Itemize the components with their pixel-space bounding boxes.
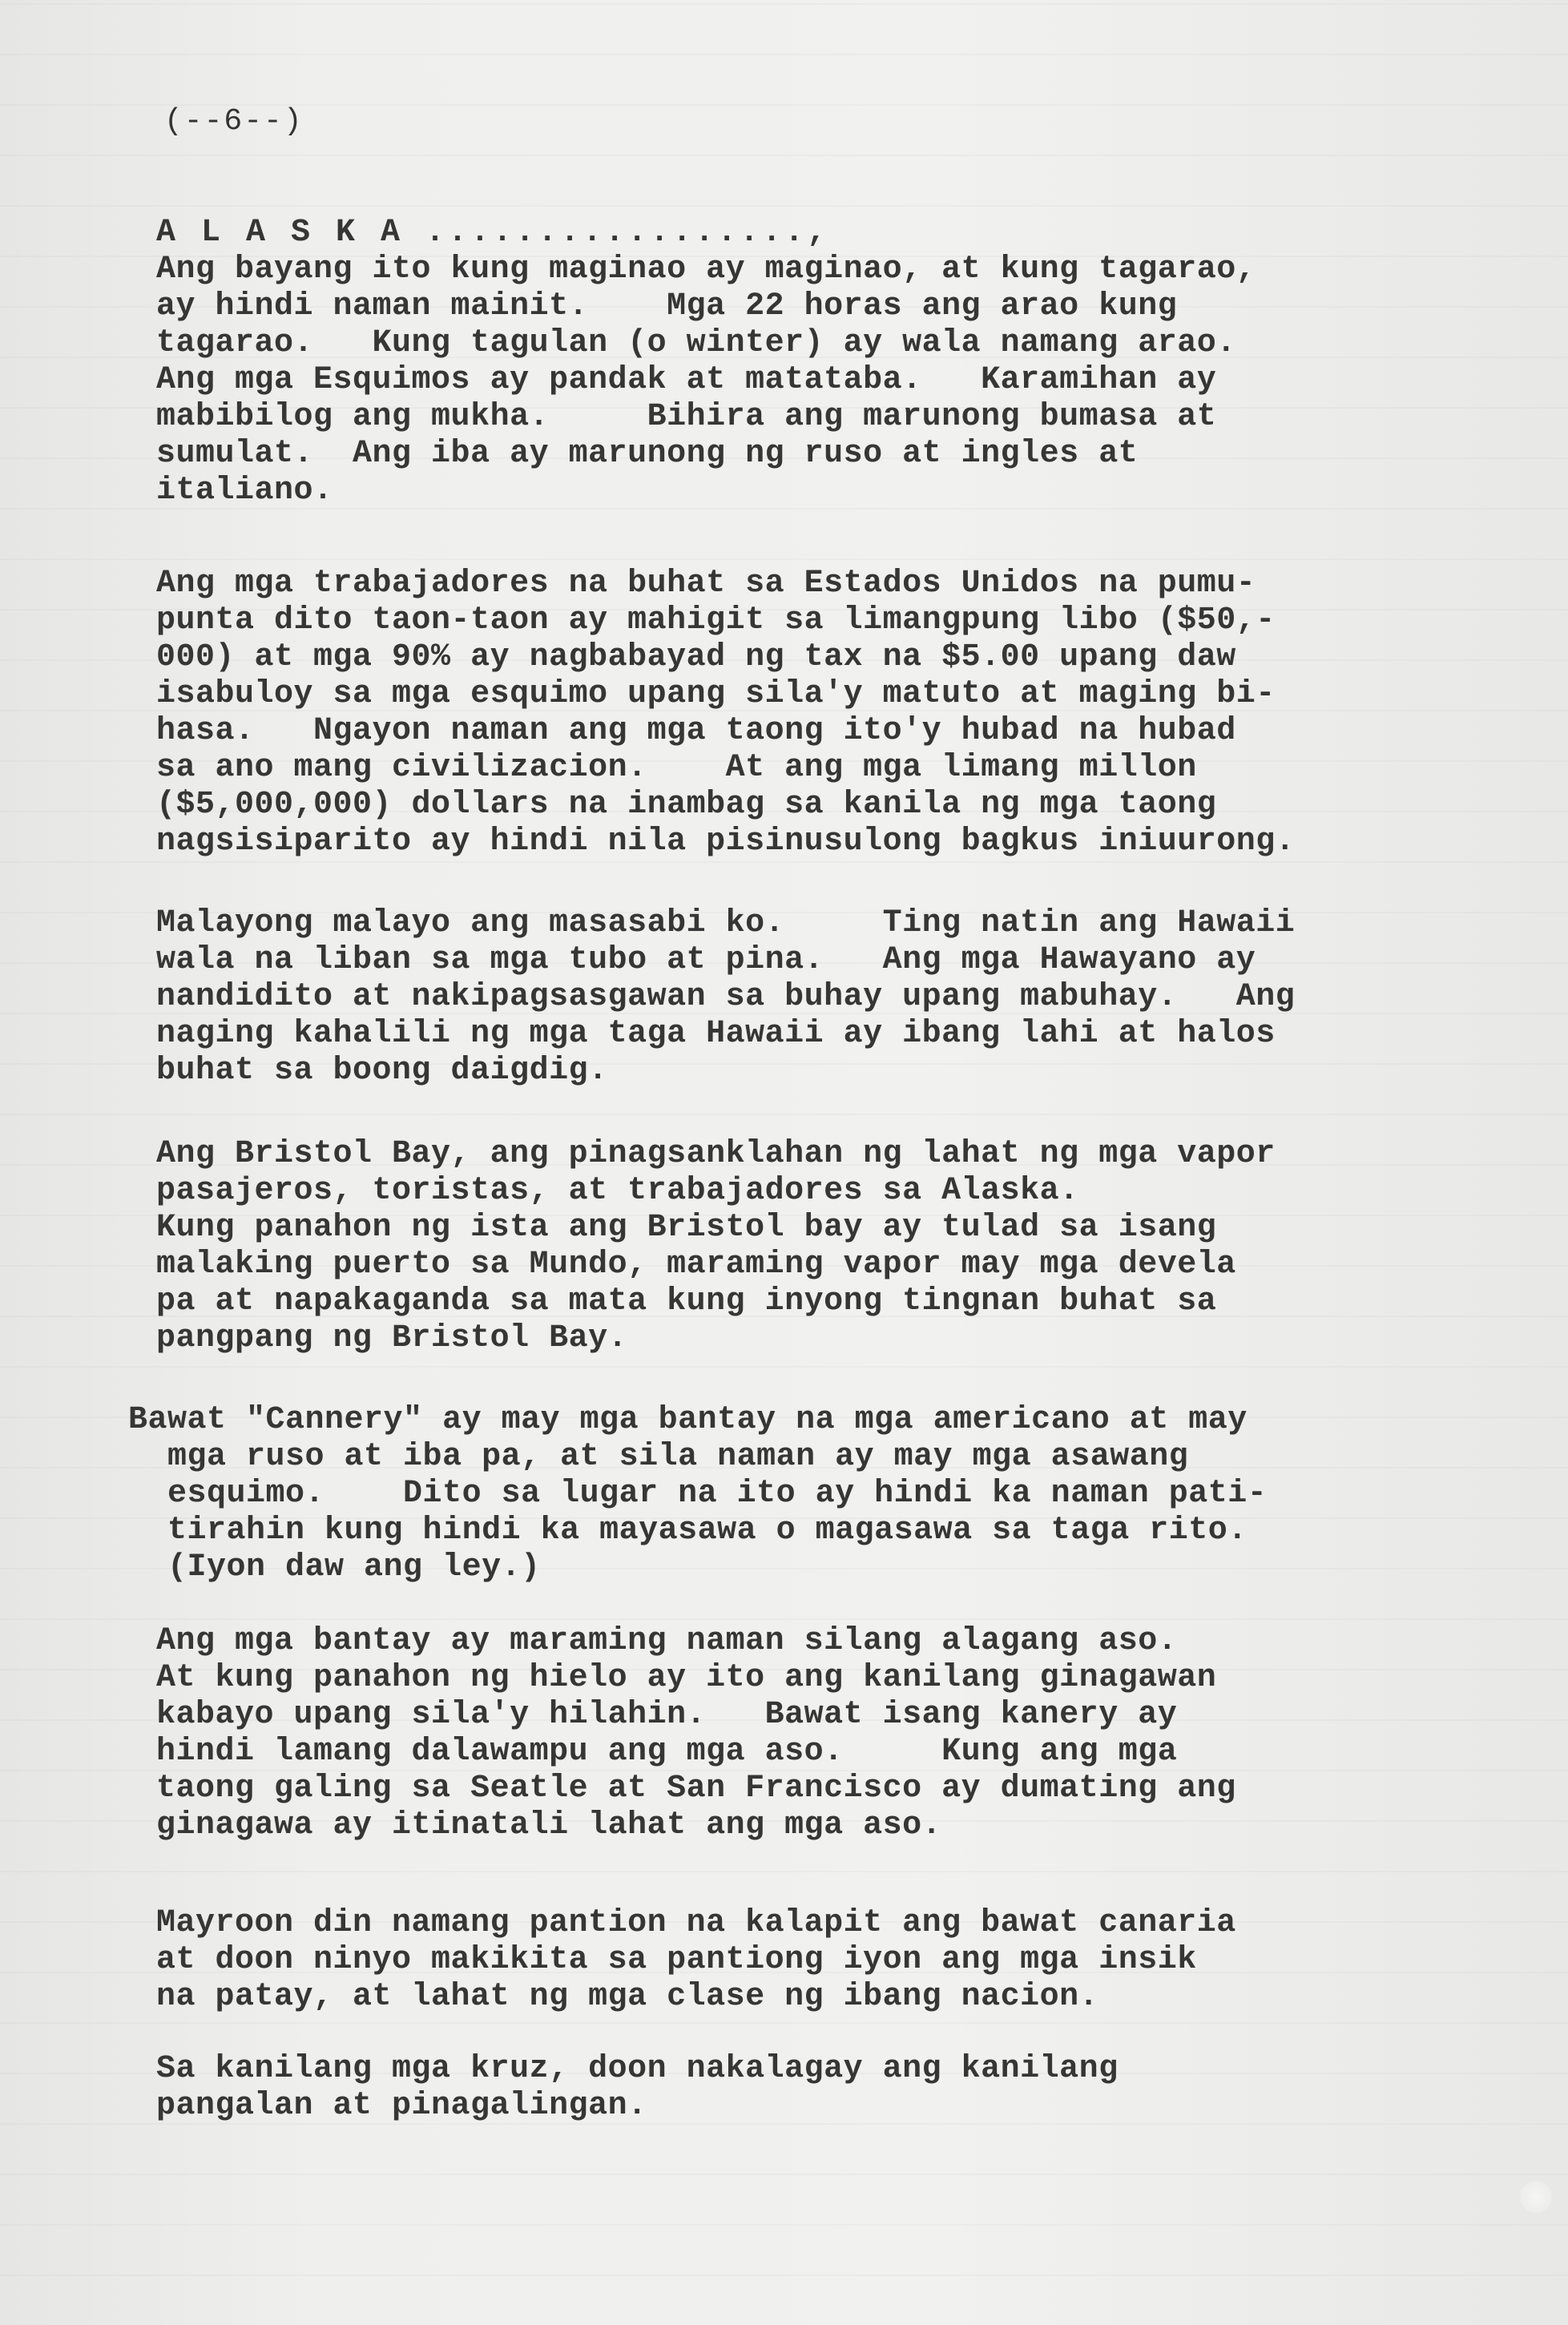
text-line: Bawat "Cannery" ay may mga bantay na mga americano at may [128, 1402, 1248, 1438]
text-line: 000) at mga 90% ay nagbabayad ng tax na $5.00 upang daw [156, 639, 1236, 675]
text-line: at doon ninyo makikita sa pantiong iyon ang mga insik [156, 1942, 1197, 1978]
text-line: ginagawa ay itinatali lahat ang mga aso. [156, 1807, 942, 1843]
text-line: italiano. [156, 473, 333, 509]
paragraph-hawaii [156, 905, 1518, 1090]
paragraph-alaska-intro [156, 215, 1518, 510]
text-line: Ang bayang ito kung maginao ay maginao, at kung tagarao, [156, 252, 1256, 288]
text-line: Sa kanilang mga kruz, doon nakalagay ang kanilang [156, 2051, 1119, 2087]
paper-smudge [1520, 2181, 1552, 2213]
text-line: nagsisiparito ay hindi nila pisinusulong bagkus iniuurong. [156, 824, 1296, 860]
section-heading: A L A S K A ................., [156, 215, 830, 251]
text-line: hindi lamang dalawampu ang mga aso. Kung ang mga [156, 1734, 1178, 1770]
text-line: punta dito taon-taon ay mahigit sa limangpung libo ($50,- [156, 602, 1276, 639]
text-line: sumulat. Ang iba ay marunong ng ruso at ingles at [156, 436, 1139, 472]
text-line: Ang Bristol Bay, ang pinagsanklahan ng lahat ng mga vapor [156, 1136, 1276, 1172]
text-line: pa at napakaganda sa mata kung inyong tingnan buhat sa [156, 1283, 1217, 1320]
text-line: tirahin kung hindi ka mayasawa o magasawa sa taga rito. [128, 1513, 1248, 1549]
text-line: sa ano mang civilizacion. At ang mga limang millon [156, 750, 1197, 786]
text-line: Ang mga Esquimos ay pandak at matataba. Karamihan ay [156, 362, 1217, 398]
text-line: kabayo upang sila'y hilahin. Bawat isang kanery ay [156, 1697, 1178, 1733]
text-line: taong galing sa Seatle at San Francisco ay dumating ang [156, 1771, 1236, 1807]
text-line: pasajeros, toristas, at trabajadores sa Alaska. [156, 1173, 1079, 1209]
text-line: At kung panahon ng hielo ay ito ang kanilang ginagawan [156, 1660, 1217, 1696]
text-line: esquimo. Dito sa lugar na ito ay hindi ka naman pati- [128, 1476, 1268, 1512]
page-number: (--6--) [164, 104, 304, 139]
text-line: pangalan at pinagalingan. [156, 2088, 647, 2124]
text-line: (Iyon daw ang ley.) [128, 1549, 541, 1586]
text-line: isabuloy sa mga esquimo upang sila'y matuto at maging bi- [156, 676, 1276, 712]
text-line: ($5,000,000) dollars na inambag sa kanila ng mga taong [156, 787, 1217, 823]
paragraph-kruz [156, 2051, 1518, 2125]
text-line: wala na liban sa mga tubo at pina. Ang mga Hawayano ay [156, 942, 1256, 978]
text-line: Malayong malayo ang masasabi ko. Ting natin ang Hawaii [156, 905, 1296, 941]
text-line: malaking puerto sa Mundo, maraming vapor may mga devela [156, 1247, 1236, 1283]
text-line: mabibilog ang mukha. Bihira ang marunong bumasa at [156, 399, 1217, 435]
paragraph-cannery [128, 1402, 1490, 1586]
paragraph-trabajadores [156, 566, 1518, 860]
paragraph-pantion [156, 1905, 1518, 2016]
text-line: Ang mga bantay ay maraming naman silang alagang aso. [156, 1623, 1178, 1659]
text-line: Ang mga trabajadores na buhat sa Estados Unidos na pumu- [156, 566, 1256, 602]
paragraph-bantay-aso [156, 1623, 1518, 1844]
text-line: ay hindi naman mainit. Mga 22 horas ang arao kung [156, 288, 1178, 324]
text-line: naging kahalili ng mga taga Hawaii ay ibang lahi at halos [156, 1016, 1276, 1052]
text-line: hasa. Ngayon naman ang mga taong ito'y hubad na hubad [156, 713, 1236, 749]
text-line: nandidito at nakipagsasgawan sa buhay upang mabuhay. Ang [156, 979, 1296, 1015]
text-line: tagarao. Kung tagulan (o winter) ay wala namang arao. [156, 325, 1236, 361]
text-line: Mayroon din namang pantion na kalapit ang bawat canaria [156, 1905, 1236, 1941]
text-line: buhat sa boong daigdig. [156, 1053, 608, 1089]
text-line: mga ruso at iba pa, at sila naman ay may mga asawang [128, 1439, 1189, 1475]
text-line: Kung panahon ng ista ang Bristol bay ay tulad sa isang [156, 1210, 1217, 1246]
text-line: pangpang ng Bristol Bay. [156, 1320, 628, 1356]
text-line: na patay, at lahat ng mga clase ng ibang nacion. [156, 1979, 1099, 2015]
paragraph-bristol-bay [156, 1136, 1518, 1357]
